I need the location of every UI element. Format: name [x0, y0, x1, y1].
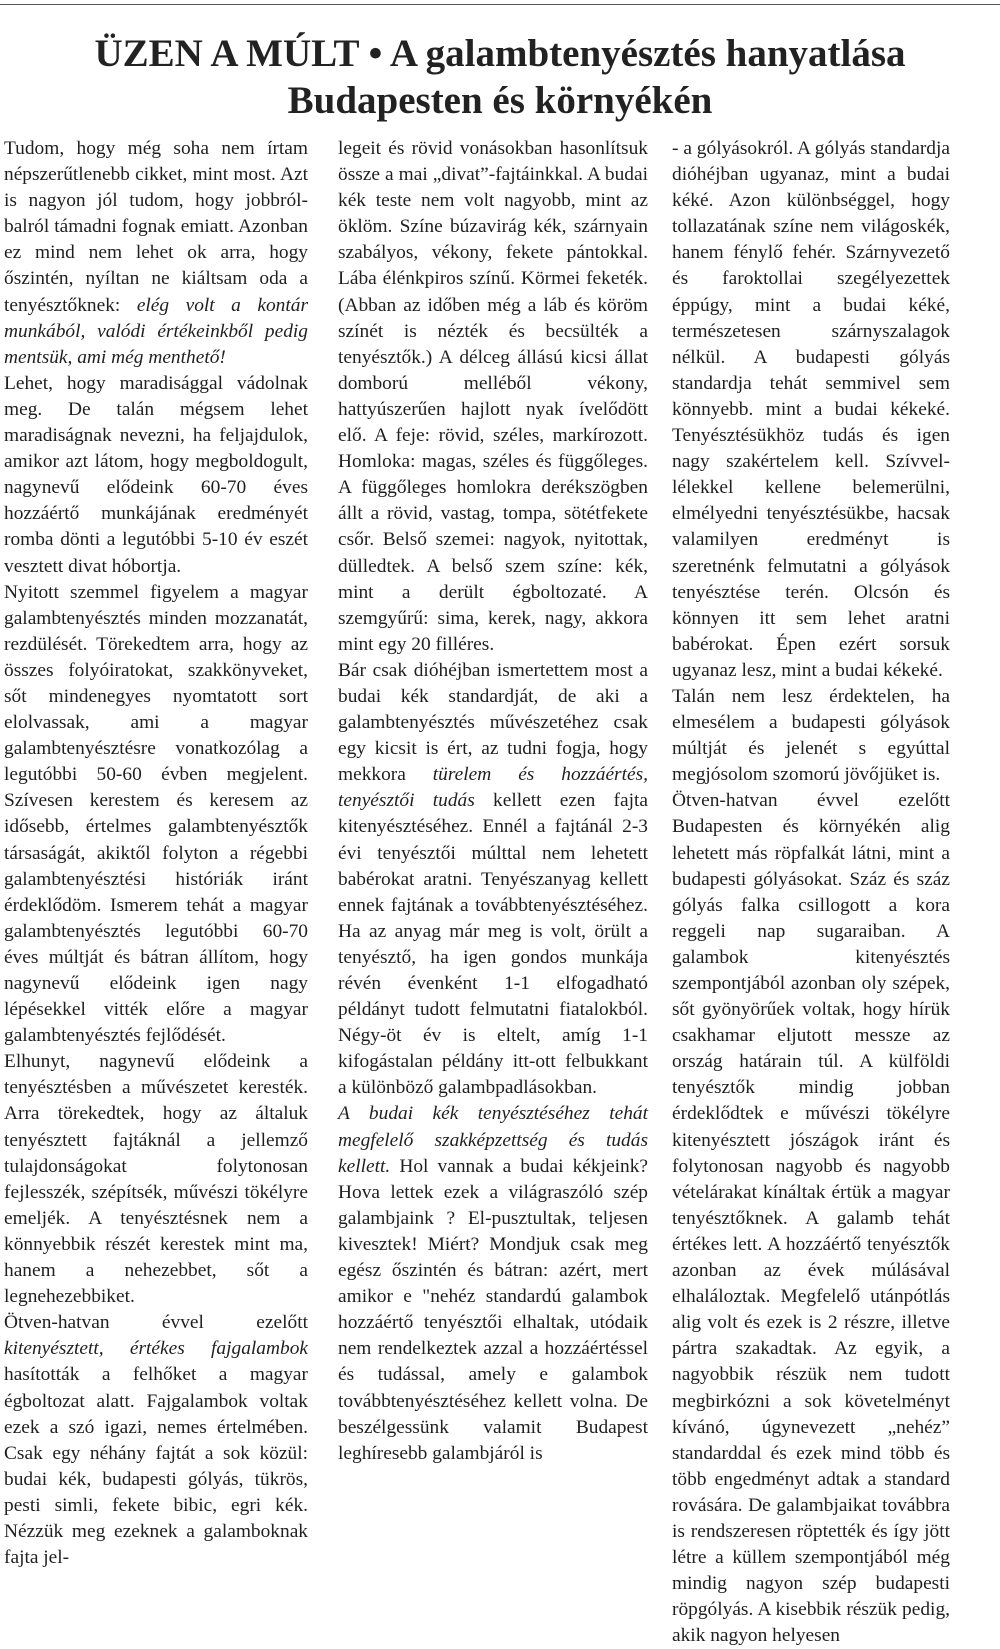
- text-run: Nyitott szemmel figyelem a magyar galambtenyésztés minden mozzanatát, rezdülését. Törekedtem arra, hogy az összes folyóiratokat, szakkönyveket, sőt mindenegyes nyomtatott sort elolvassak, ami a magyar galambtenyésztésre vonatkozólag a legutóbbi 50-60 évben megjelent. Szívesen kerestem és keresem az idősebb, értelmes galambtenyésztők társaságát, akiktől folyton a régebbi galambtenyésztési históriák iránt érdeklődöm. Ismerem tehát a magyar galambtenyésztés legutóbbi 60-70 éves múltját és bátran állítom, hogy nagynevű elődeink igen nagy lépésekkel vitték előre a magyar galambtenyésztés fejlődését.: [4, 581, 308, 1047]
- article-body: [4, 136, 996, 1647]
- column-1: [4, 136, 308, 1569]
- column-3-text: [672, 136, 950, 1649]
- text-run: - a gólyásokról. A gólyás standardja dióhéjban ugyanaz, mint a budai kéké. Azon különbséggel, hogy tollazatának színe nem világoskék, hanem fénylő fehér. Szárnyvezető és faroktollai szegélyezettek éppúgy, mint a budai kéké, természetesen szárnyszalagok nélkül. A budapesti gólyás standardja tehát semmivel sem könnyebb. mint a budai kékeké. Tenyésztésükhöz tudás és igen nagy szakértelem kell. Szívvel-lélekkel kellene belemerülni, elmélyedni tenyésztésükbe, hacsak valamilyen eredményt is szeretnénk felmutatni a gólyások tenyésztése terén. Olcsón és könnyen itt sem lehet aratni babérokat. Épen ezért sorsuk ugyanaz lesz, mint a budai kékeké.: [672, 138, 950, 681]
- text-run: hasították a felhőket a magyar égboltozat alatt. Fajgalambok voltak ezek a szó igazi, nemes értelmében. Csak egy néhány fajtát a sok közül: budai kék, budapesti gólyás, tükrös, pesti simli, fekete bibic, egri kék. Nézzük meg ezeknek a galamboknak fajta jel-: [4, 1364, 308, 1569]
- text-run: Tudom, hogy még soha nem írtam népszerűtlenebb cikket, mint most. Azt is nagyon jól tudom, hogy jobbról-balról támadni fognak emiatt. Azonban ez mind nem lehet ok arra, hogy őszintén, nyíltan ne kiáltsam oda a tenyésztőknek:: [4, 138, 308, 316]
- text-run: türelem és hozzáértés, tenyésztői tudás: [338, 764, 648, 812]
- text-run: kellett ezen fajta kitenyésztéséhez. Ennél a fajtánál 2-3 évi tenyésztői múlttal nem lehetett babérokat aratni. Tenyészanyag kellett ennek fajtának a továbbtenyésztéséhez. Ha az anyag már meg is volt, örült a tenyésztő, ha igen gondos munkája révén évenként 1-1 elfogadható példányt tudott felmutatni fiatalokból. Négy-öt év is eltelt, amíg 1-1 kifogástalan példány itt-ott felbukkant a különböző galambpadlásokban.: [338, 790, 648, 1099]
- text-run: elég volt a kontár munkából, valódi értékeinkből pedig mentsük, ami még menthető!: [4, 294, 308, 368]
- title-line-1: ÜZEN A MÚLT • A galambtenyésztés hanyatlása: [94, 32, 906, 75]
- text-run: Ötven-hatvan évvel ezelőtt: [4, 1312, 308, 1334]
- text-run: Hol vannak a budai kékjeink? Hova lettek ezek a világraszóló szép galambjaink ? El-pusztultak, teljesen kivesztek! Miért? Mondjuk csak meg egész őszintén és bátran: azért, mert amikor e "nehéz standardú galambok hozzáértő tenyésztői elhaltak, utódaik nem rendelkeztek azzal a hozzáértéssel és tudással, amely e galambok továbbtenyésztéséhez kellett volna. De beszélgessünk valamit Budapest leghíresebb galambjáról is: [338, 1155, 648, 1464]
- text-run: Lehet, hogy maradisággal vádolnak meg. De talán mégsem lehet maradiságnak nevezni, ha feljajdulok, amikor azt látom, hogy megboldogult, nagynevű elődeink 60-70 éves hozzáértő munkájának eredményét romba dönti a legutóbbi 5-10 év eszét vesztett divat hóbortja.: [4, 372, 308, 577]
- text-run: legeit és rövid vonásokban hasonlítsuk össze a mai „divat”-fajtáinkkal. A budai kék teste nem volt nagyobb, mint az öklöm. Színe búzavirág kék, szárnyain szabályos, vékony, fekete pántokkal. Lába élénkpiros színű. Körmei feketék. (Abban az időben még a láb és köröm színét is nézték és becsülték a tenyésztők.) A délceg állású kicsi állat domború melléből vékony, hattyúszerűen hajlott nyak ívelődött elő. A feje: rövid, széles, markírozott. Homloka: magas, széles és függőleges. A függőleges homlokra derékszögben állt a rövid, vastag, tompa, sötétfekete csőr. Belső szemei: nagyok, nyitottak, dülledtek. A belső szem színe: kék, mint a derült égboltozaté. A szemgyűrű: sima, kerek, nagy, akkora mint egy 20 filléres.: [338, 138, 648, 655]
- top-rule: [0, 4, 1000, 5]
- column-3: [672, 136, 950, 1647]
- column-1-text: [4, 136, 308, 1571]
- article-title: [0, 30, 1000, 124]
- text-run: kitenyésztett, értékes fajgalambok: [4, 1338, 308, 1360]
- text-run: Ötven-hatvan évvel ezelőtt Budapesten és környékén alig lehetett más röpfalkát látni, mint a budapesti gólyásokat. Száz és száz gólyás falka csillogott a kora reggeli nap sugaraiban. A galambok kitenyésztés szempontjából azonban oly szépek, sőt gyönyörűek voltak, hogy hírük csakhamar eljutott messze az ország határain túl. A külföldi tenyésztők mindig jobban érdeklődtek e művészi tökélyre kitenyésztett jószágok iránt és folytonosan nagyobb és nagyobb vételárakat kínáltak értük a magyar tenyésztőknek. A galamb tehát értékes lett. A hozzáértő tenyésztők azonban az évek múlásával elhalálоztak. Megfelelő utánpótlás alig volt és ezek is 2 részre, illetve pártra szakadtak. Az egyik, a nagyobbik részük nem tudott megbirkózni a sok követelményt kívánó, úgynevezett „nehéz” standarddal és ezek mind több és több engedményt adtak a standard rovására. De galambjaikat továbbra is rendszeresen röptették és így jött létre a küllem szempontjából még mindig nagyon szép budapesti röpgólyás. A kisebbik részük pedig, akik nagyon helyesen: [672, 790, 950, 1647]
- text-run: Bár csak dióhéjban ismertettem most a budai kék standardját, de aki a galambtenyésztés művészetéhez csak egy kicsit is ért, az tudni fogja, hogy mekkora: [338, 659, 648, 786]
- text-run: Talán nem lesz érdektelen, ha elmesélem a budapesti gólyások múltját és jelenét s egyúttal megjósolom szomorú jövőjüket is.: [672, 685, 950, 786]
- text-run: Elhunyt, nagynevű elődeink a tenyésztésben a művészetet keresték. Arra törekedtek, hogy az általuk tenyésztett fajtáknál a jellemző tulajdonságokat folytonosan fejlesszék, szépítsék, művészi tökélyre emeljék. A tenyésztésnek nem a könnyebbik részét kerestek mint ma, hanem a nehezebbet, sőt a legnehezebbiket.: [4, 1051, 308, 1308]
- column-2-text: [338, 136, 648, 1467]
- text-run: A budai kék tenyésztéséhez tehát megfelelő szakképzettség és tudás kellett.: [338, 1103, 648, 1177]
- title-line-2: Budapesten és környékén: [287, 79, 713, 122]
- column-2: [338, 136, 648, 1464]
